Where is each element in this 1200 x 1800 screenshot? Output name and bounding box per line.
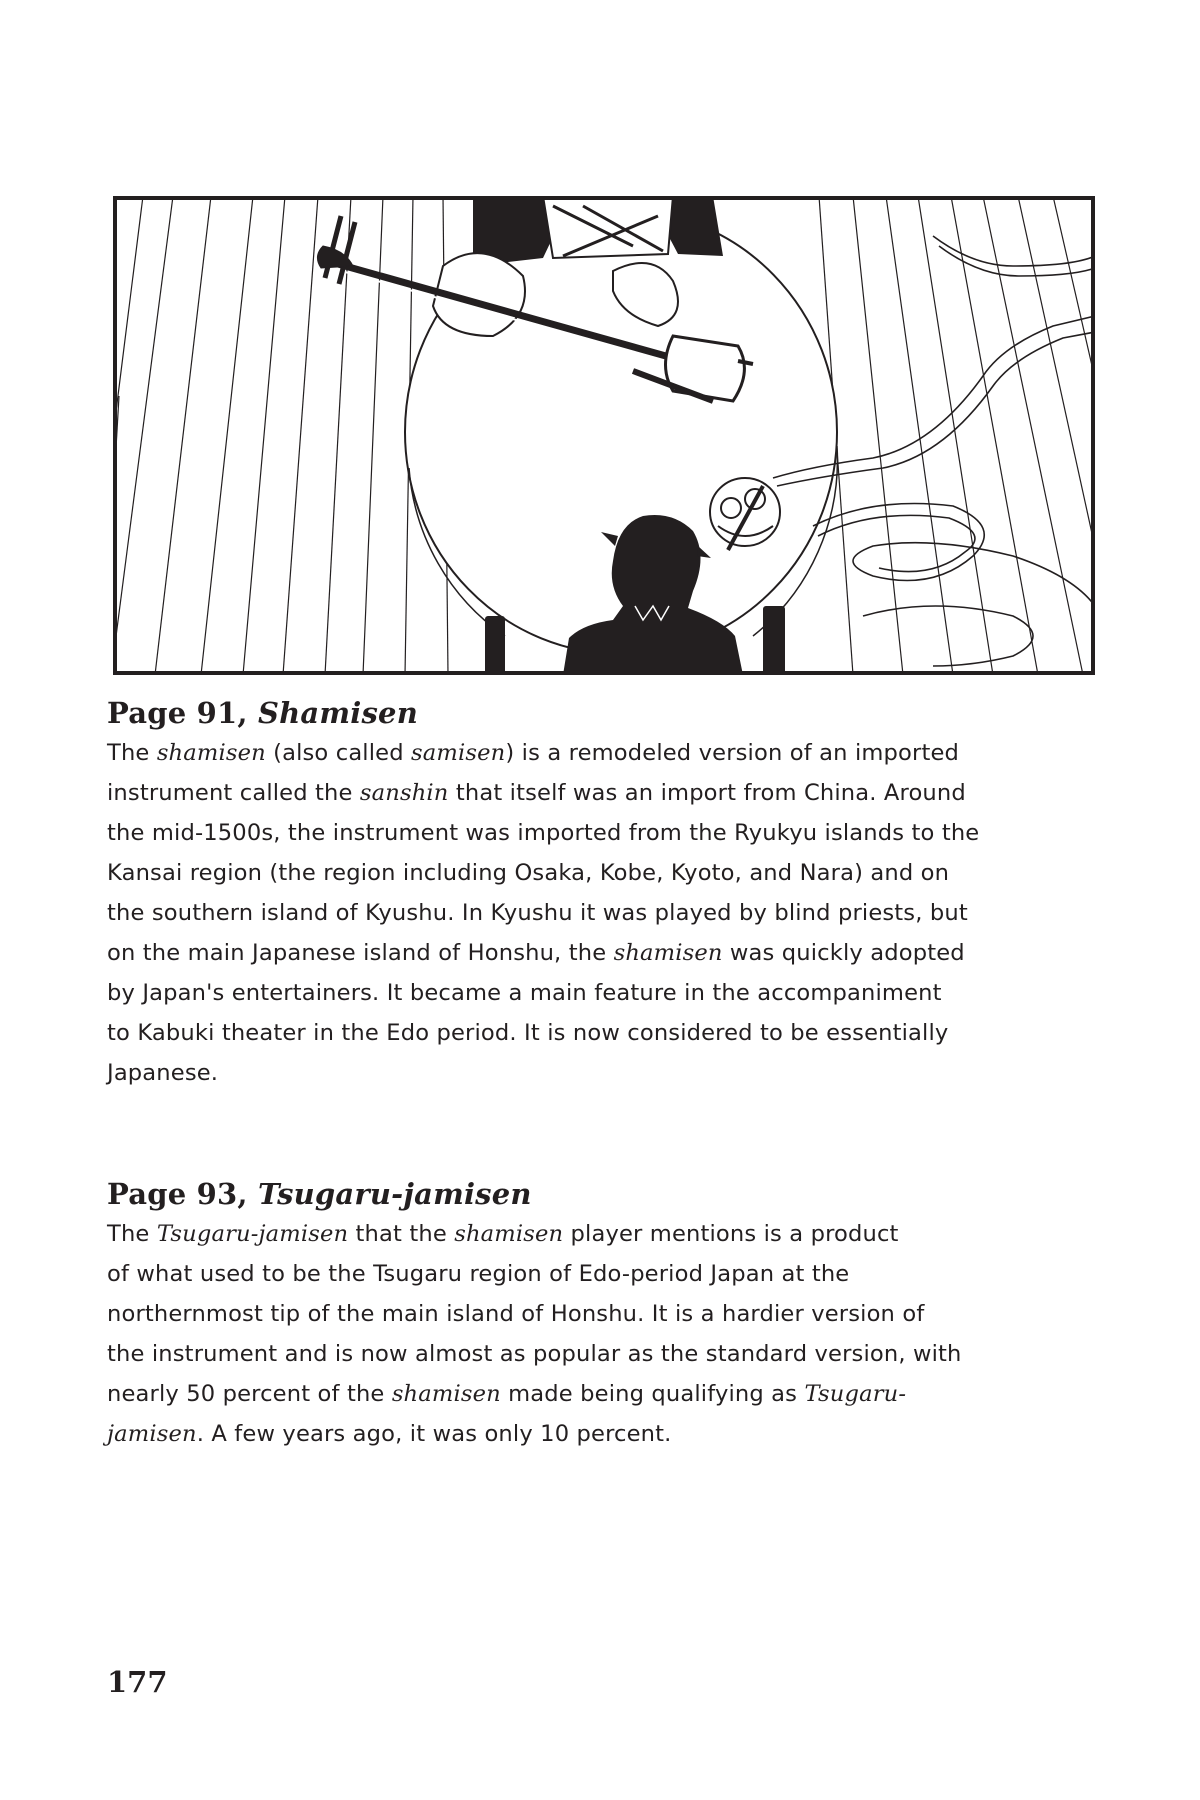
illustration-drawing (113, 196, 1095, 675)
italic-term: sanshin (359, 780, 449, 806)
text-run: that the (348, 1221, 455, 1247)
text-run: the mid-1500s, the instrument was imported from the Ryukyu islands to the (107, 820, 980, 846)
heading-page-ref: Page 91, (107, 696, 258, 730)
text-run: nearly 50 percent of the (107, 1381, 392, 1407)
text-line (107, 1013, 1097, 1053)
text-run: the southern island of Kyushu. In Kyushu it was played by blind priests, but (107, 900, 968, 926)
text-line (107, 853, 1097, 893)
text-line (107, 1374, 1097, 1414)
text-run: the instrument and is now almost as popular as the standard version, with (107, 1341, 962, 1367)
text-run: northernmost tip of the main island of Honshu. It is a hardier version of (107, 1301, 925, 1327)
text-line (107, 1334, 1097, 1374)
text-line (107, 813, 1097, 853)
text-line (107, 893, 1097, 933)
text-run: to Kabuki theater in the Edo period. It is now considered to be essentially (107, 1020, 949, 1046)
note-body (107, 1214, 1097, 1454)
italic-term: Tsugaru-jamisen (156, 1221, 349, 1247)
heading-page-ref: Page 93, (107, 1177, 258, 1211)
text-run: . A few years ago, it was only 10 percent. (196, 1421, 672, 1447)
italic-term: jamisen (107, 1421, 197, 1447)
text-line (107, 1254, 1097, 1294)
note-section-tsugaru-jamisen (107, 1174, 1097, 1454)
text-run: Japanese. (107, 1060, 219, 1086)
text-run: on the main Japanese island of Honshu, the (107, 940, 614, 966)
italic-term: Tsugaru- (804, 1381, 907, 1407)
note-heading (107, 693, 1097, 733)
text-line (107, 973, 1097, 1013)
italic-term: shamisen (454, 1221, 564, 1247)
text-line (107, 933, 1097, 973)
text-run: by Japan's entertainers. It became a main feature in the accompaniment (107, 980, 942, 1006)
text-run: was quickly adopted (722, 940, 965, 966)
text-run: instrument called the (107, 780, 360, 806)
text-line (107, 733, 1097, 773)
text-run: The (107, 740, 157, 766)
text-line (107, 1214, 1097, 1254)
text-run: of what used to be the Tsugaru region of Edo-period Japan at the (107, 1261, 850, 1287)
text-run: player mentions is a product (563, 1221, 899, 1247)
note-heading (107, 1174, 1097, 1214)
text-run: Kansai region (the region including Osaka, Kobe, Kyoto, and Nara) and on (107, 860, 950, 886)
page-number: 177 (107, 1665, 168, 1699)
italic-term: samisen (411, 740, 506, 766)
text-run: (also called (265, 740, 412, 766)
text-line (107, 773, 1097, 813)
text-line (107, 1053, 1097, 1093)
text-run: The (107, 1221, 157, 1247)
italic-term: shamisen (613, 940, 723, 966)
heading-term: Tsugaru-jamisen (258, 1177, 532, 1211)
italic-term: shamisen (156, 740, 266, 766)
text-run: ) is a remodeled version of an imported (505, 740, 959, 766)
text-run: that itself was an import from China. Around (448, 780, 966, 806)
text-line (107, 1414, 1097, 1454)
text-run: made being qualifying as (500, 1381, 805, 1407)
text-line (107, 1294, 1097, 1334)
note-section-shamisen (107, 693, 1097, 1093)
note-body (107, 733, 1097, 1093)
italic-term: shamisen (391, 1381, 501, 1407)
heading-term: Shamisen (258, 696, 418, 730)
manga-illustration-panel (113, 196, 1095, 675)
